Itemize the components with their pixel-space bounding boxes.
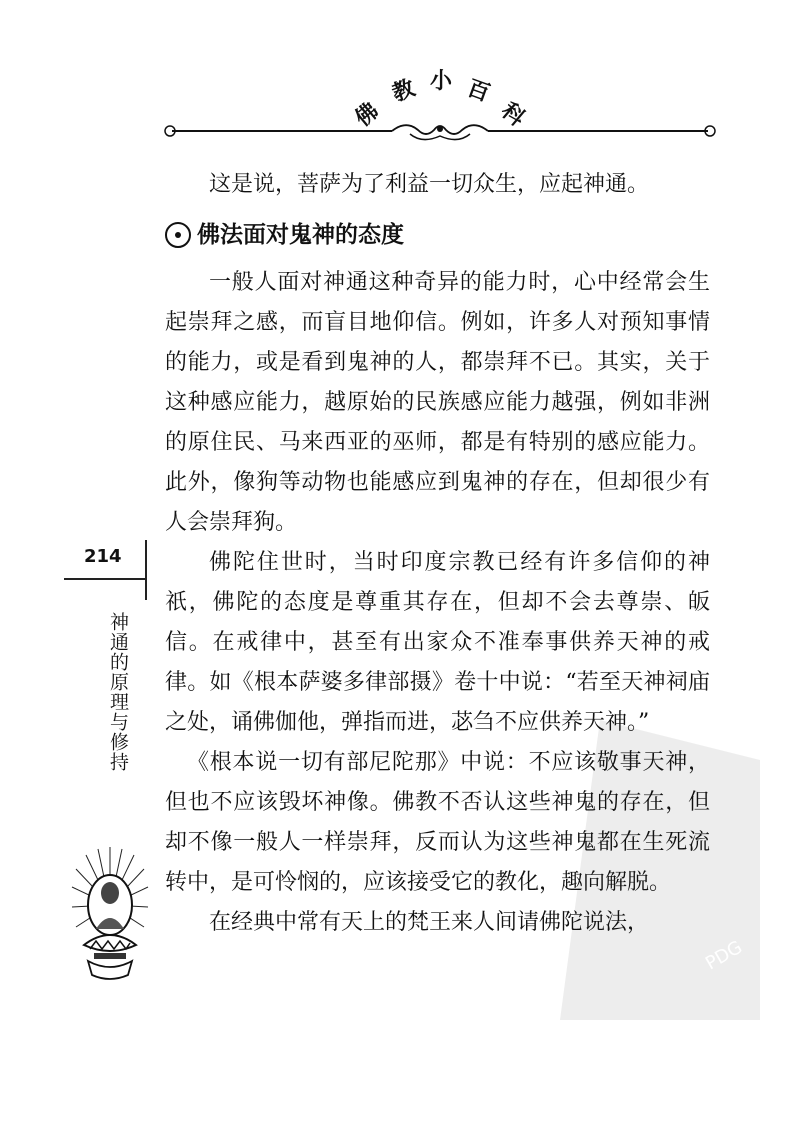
- margin-divider-vertical: [145, 540, 147, 600]
- page-number: 214: [84, 546, 122, 567]
- ornamental-rule: [160, 120, 720, 145]
- margin-divider: [64, 578, 146, 580]
- paragraph: 《根本说一切有部尼陀那》中说：不应该敬事天神，但也不应该毁坏神像。佛教不否认这些神鬼的存在，但却不像一般人一样崇拜，反而认为这些神鬼都在生死流转中，是可怜悯的，应该接受它的教化，趣向解脱。: [165, 750, 710, 895]
- intro-line: 这是说，菩萨为了利益一切众生，应起神通。: [209, 172, 650, 197]
- section-heading: [165, 215, 710, 255]
- book-title-char: 佛: [350, 98, 384, 132]
- paragraph: 在经典中常有天上的梵王来人间请佛陀说法，: [209, 910, 650, 935]
- book-title-char: 百: [463, 75, 493, 107]
- page-header: [160, 60, 720, 145]
- paragraph: 佛陀住世时，当时印度宗教已经有许多信仰的神祇，佛陀的态度是尊重其存在，但却不会去尊崇、皈信。在戒律中，甚至有出家众不准奉事供养天神的戒律。如《根本萨婆多律部摄》卷十中说：“若至天神祠庙之处，诵佛伽他，弹指而进，苾刍不应供养天神。”: [165, 550, 710, 735]
- buddha-figure-icon: [70, 845, 150, 985]
- circle-bullet-icon: [165, 222, 191, 248]
- book-title-char: 科: [496, 98, 530, 132]
- watermark-text: PDG: [702, 936, 746, 975]
- main-content: [165, 165, 710, 943]
- book-title-char: 教: [389, 75, 419, 107]
- paragraph: 一般人面对神通这种奇异的能力时，心中经常会生起崇拜之感，而盲目地仰信。例如，许多人对预知事情的能力，或是看到鬼神的人，都崇拜不已。其实，关于这种感应能力，越原始的民族感应能力越强，例如非洲的原住民、马来西亚的巫师，都是有特别的感应能力。此外，像狗等动物也能感应到鬼神的存在，但却很少有人会崇拜狗。: [165, 270, 710, 535]
- section-heading-text: 佛法面对鬼神的态度: [197, 222, 404, 248]
- chapter-title: 神通的原理与修持: [107, 612, 129, 772]
- book-title-char: 小: [430, 69, 453, 94]
